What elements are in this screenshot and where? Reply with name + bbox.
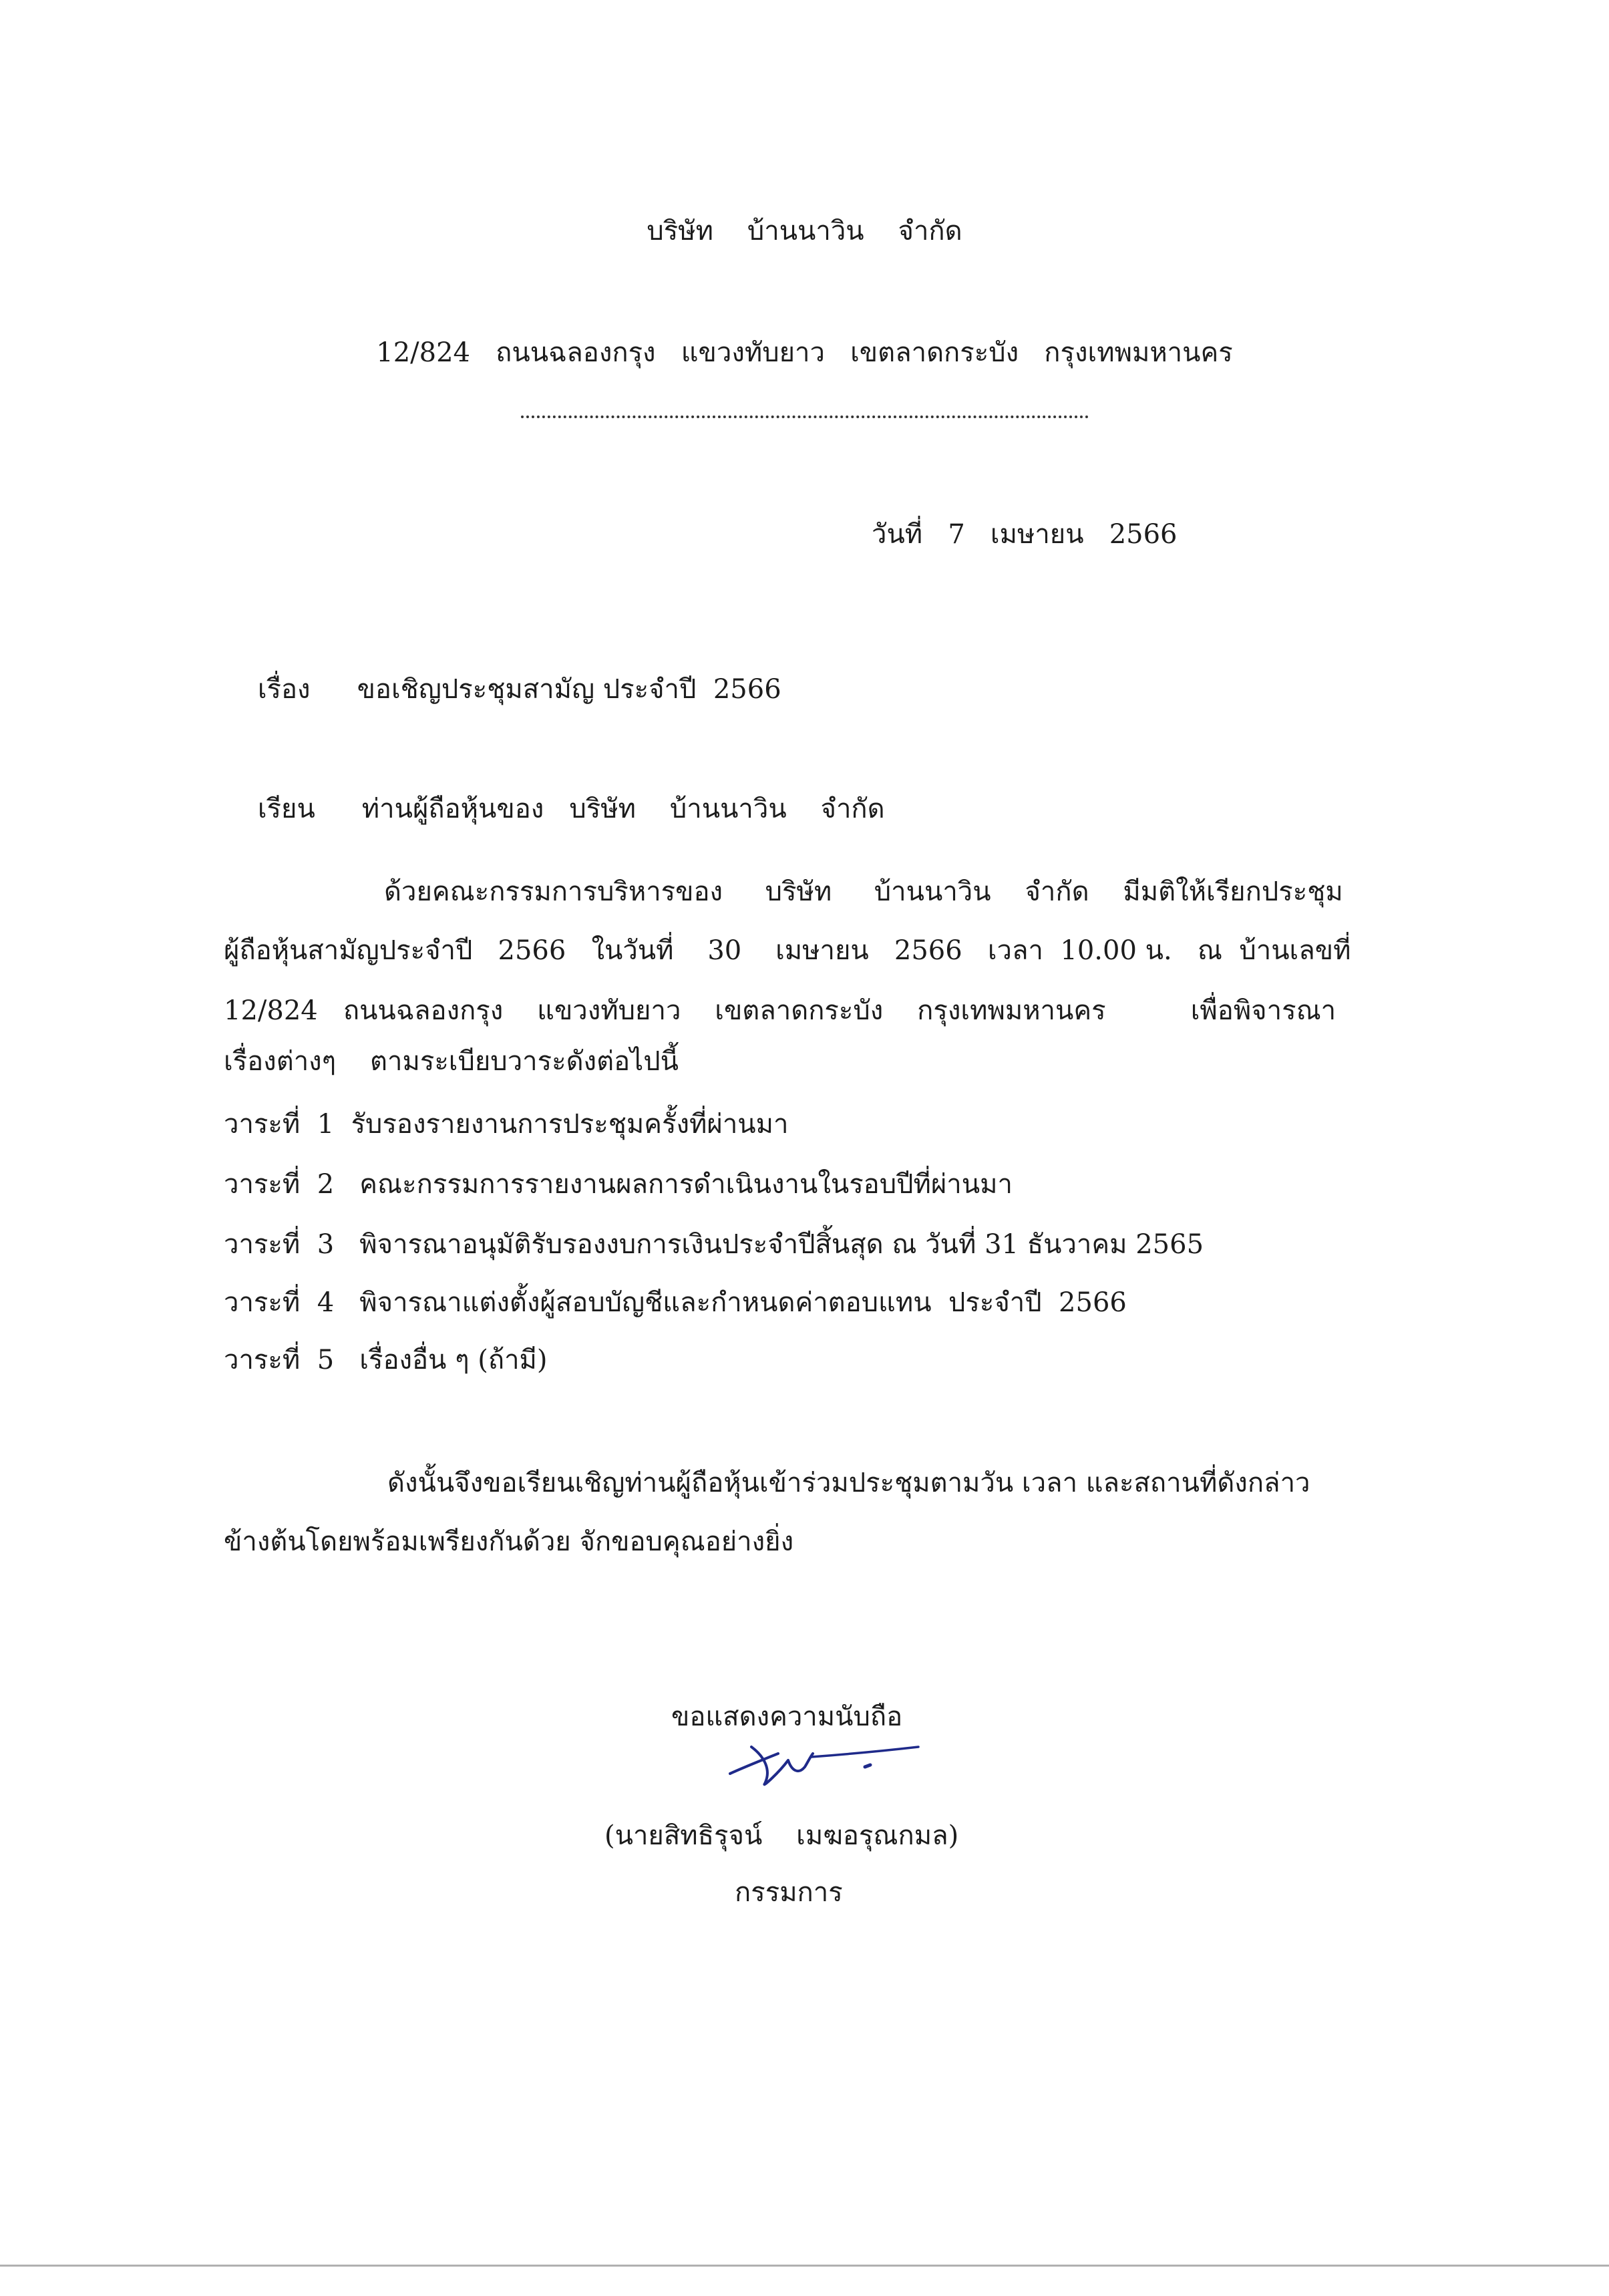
closing-regards: ขอแสดงความนับถือ xyxy=(671,1701,903,1732)
agenda-item: วาระที่ 1 รับรองรายงานการประชุมครั้งที่ผ่านมา xyxy=(224,1109,789,1140)
recipient-line xyxy=(224,753,885,865)
body-para1-line2: ผู้ถือหุ้นสามัญประจำปี 2566 ในวันที่ 30 เมษายน 2566 เวลา 10.00 น. ณ บ้านเลขที่ xyxy=(224,935,1351,966)
page-bottom-edge xyxy=(0,2265,1609,2267)
signer-name: (นายสิทธิรุจน์ เมฆอรุณกมล) xyxy=(604,1820,959,1851)
subject-line xyxy=(224,633,781,746)
subject-text: ขอเชิญประชุมสามัญ ประจำปี 2566 xyxy=(357,674,781,705)
agenda-item: วาระที่ 5 เรื่องอื่น ๆ (ถ้ามี) xyxy=(224,1345,548,1375)
body-para1-line1: ด้วยคณะกรรมการบริหารของ บริษัท บ้านนาวิน จำกัด มีมติให้เรียกประชุม xyxy=(384,876,1343,907)
recipient-text: ท่านผู้ถือหุ้นของ บริษัท บ้านนาวิน จำกัด xyxy=(361,794,885,824)
agenda-item: วาระที่ 3 พิจารณาอนุมัติรับรองงบการเงินประจำปีสิ้นสุด ณ วันที่ 31 ธันวาคม 2565 xyxy=(224,1229,1204,1260)
signer-title: กรรมการ xyxy=(735,1877,843,1908)
address-dotted-separator xyxy=(521,416,1089,418)
body-para1-line3: 12/824 ถนนฉลองกรุง แขวงทับยาว เขตลาดกระบัง กรุงเทพมหานคร เพื่อพิจารณา xyxy=(224,995,1336,1026)
recipient-label: เรียน xyxy=(257,794,315,824)
agenda-item: วาระที่ 2 คณะกรรมการรายงานผลการดำเนินงานในรอบปีที่ผ่านมา xyxy=(224,1169,1013,1200)
agenda-item: วาระที่ 4 พิจารณาแต่งตั้งผู้สอบบัญชีและกำหนดค่าตอบแทน ประจำปี 2566 xyxy=(224,1287,1127,1318)
body-para2-line1: ดังนั้นจึงขอเรียนเชิญท่านผู้ถือหุ้นเข้าร่วมประชุมตามวัน เวลา และสถานที่ดังกล่าว xyxy=(387,1468,1310,1498)
company-address: 12/824 ถนนฉลองกรุง แขวงทับยาว เขตลาดกระบัง กรุงเทพมหานคร xyxy=(376,337,1233,368)
subject-label: เรื่อง xyxy=(257,674,311,705)
signature-mark xyxy=(725,1734,925,1794)
company-name: บริษัท บ้านนาวิน จำกัด xyxy=(647,216,962,247)
letter-date: วันที่ 7 เมษายน 2566 xyxy=(872,519,1178,550)
body-para1-line4: เรื่องต่างๆ ตามระเบียบวาระดังต่อไปนี้ xyxy=(224,1046,679,1077)
body-para2-line2: ข้างต้นโดยพร้อมเพรียงกันด้วย จักขอบคุณอย่างยิ่ง xyxy=(224,1526,794,1557)
